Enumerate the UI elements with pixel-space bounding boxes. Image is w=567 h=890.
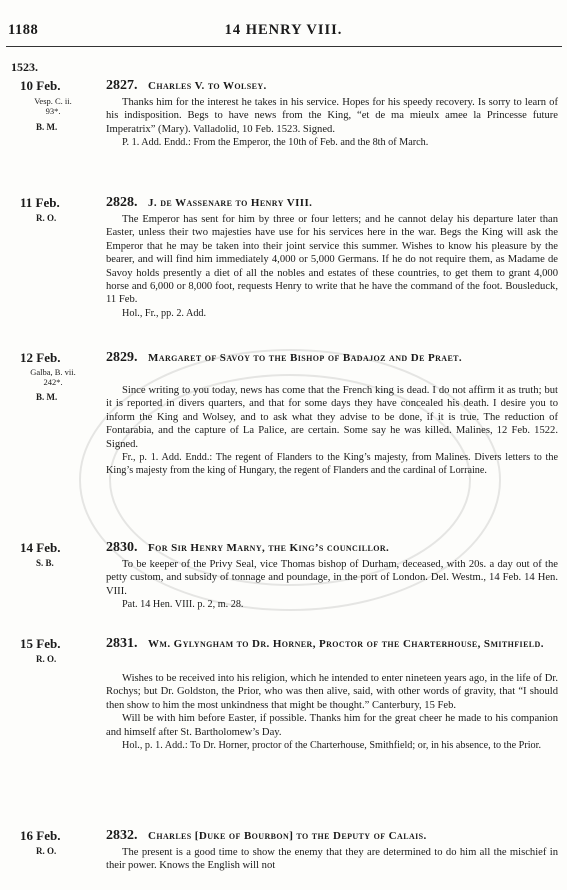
entry-description: P. 1. Add. Endd.: From the Emperor, the 10th of Feb. and the 8th of March. (122, 137, 429, 149)
entry-title: For Sir Henry Marny, the King’s councillor. (148, 542, 390, 554)
entry-text: To be keeper of the Privy Seal, vice Thomas bishop of Durham, deceased, with 20s. a day out of the petty custom, and subsidy of tonnage and poundage, in the port of London. Del. Westm., 14 Feb. 14 Hen. VIII. (106, 559, 558, 597)
entry-number: 2832. (106, 828, 138, 843)
entry-title: J. de Wassenare to Henry VIII. (148, 197, 313, 209)
entry-text: Wishes to be received into his religion, which he intended to enter nineteen years ago, in the life of Dr. Rochys; but Dr. Goldston, the Prior, who was then alive, said, with other words of gravity, that “I should then show to him the most unkindness that might be thought.” Canterbury, 15 Feb. (106, 673, 558, 711)
entry-repository: R. O. (36, 213, 57, 223)
entry-body (106, 96, 558, 150)
entry-body (106, 846, 558, 873)
entry-number: 2828. (106, 195, 138, 210)
header-rule (6, 46, 562, 47)
entry-title: Charles [Duke of Bourbon] to the Deputy of Calais. (148, 830, 427, 842)
entry-text: The present is a good time to show the enemy that they are determined to do him all the mischief in their power. Knows the English will not (106, 847, 558, 872)
entry-date: 11 Feb. (20, 195, 60, 210)
entry-text-continued: Will be with him before Easter, if possible. Thanks him for the great cheer he made to his companion and himself after St. Bartholomew’s Day. (106, 713, 558, 738)
running-title: 14 HENRY VIII. (224, 22, 343, 38)
entry-title: Charles V. to Wolsey. (148, 80, 267, 92)
year-label: 1523. (11, 60, 38, 74)
entry-description: Hol., p. 1. Add.: To Dr. Horner, proctor of the Charterhouse, Smithfield; or, in his absence, to the Prior. (122, 740, 542, 752)
entry-date: 15 Feb. (20, 636, 61, 651)
entry-text: Since writing to you today, news has come that the French king is dead. I do not affirm it as truth; but it is reported in divers quarters, and that for some days they have concealed his death. I desire you to inform the King and Wolsey, and to ask what they advise to be done, if it is true. The reduction of Fontarabia, and the capture of La Palice, are certain. Some say he was killed. Malines, 12 Feb. 1522. Signed. (106, 385, 558, 450)
entry-number: 2830. (106, 540, 138, 555)
entry-date: 12 Feb. (20, 350, 61, 365)
entry-description: Pat. 14 Hen. VIII. p. 2, m. 28. (122, 599, 244, 611)
entry-description: Fr., p. 1. Add. Endd.: The regent of Flanders to the King’s majesty, from Malines. Divers letters to the King’s majesty from the king of Hungary, the regent of Flanders and the cardinal of Lorraine. (106, 452, 558, 477)
entry-repository: R. O. (36, 846, 57, 856)
entry-source: Vesp. C. ii. 93*. (34, 96, 72, 116)
entry-body (106, 213, 558, 320)
entry-date: 16 Feb. (20, 828, 61, 843)
entry-number: 2827. (106, 78, 138, 93)
entry-source: Galba, B. vii. 242*. (30, 367, 76, 387)
entry-body (106, 672, 558, 752)
entry-date: 10 Feb. (20, 78, 61, 93)
entry-repository: B. M. (36, 392, 58, 402)
entry-repository: R. O. (36, 654, 57, 664)
entry-description: Hol., Fr., pp. 2. Add. (122, 307, 207, 319)
entry-text: Thanks him for the interest he takes in his service. Hopes for his speedy recovery. Is sorry to learn of his indisposition. Begs to have news from the King, “et de ma mieulx amee la Princesse future Imperatrix” (Mary). Valladolid, 10 Feb. 1523. Signed. (106, 97, 558, 135)
entry-repository: S. B. (36, 558, 54, 568)
entry-number: 2831. (106, 636, 138, 651)
entry-title: Wm. Gylyngham to Dr. Horner, Proctor of the Charterhouse, Smithfield. (148, 638, 544, 650)
page-number: 1188 (8, 22, 39, 38)
entry-body (106, 558, 558, 612)
entry-body (106, 384, 558, 478)
entry-text: The Emperor has sent for him by three or four letters; and he cannot delay his departure later than Easter, unless their two majesties have use for his services here in the war. Begs the King will ask the Emperor that he may be taken into their joint service this summer. Wishes to know his pleasure by the bearer, and will find him immediately 4,000 or 5,000 Germans. If he do not require them, as Madame de Savoy holds presently a diet of all the nobles and estates of these countries, to get them to grant 4,000 horse and 6,000 or 8,000 foot, requests Henry to write that he have the command of the foot. Bousleduck, 11 Feb. (106, 214, 558, 306)
entry-title: Margaret of Savoy to the Bishop of Badajoz and De Praet. (148, 352, 463, 364)
entry-repository: B. M. (36, 122, 58, 132)
entry-date: 14 Feb. (20, 540, 61, 555)
entry-number: 2829. (106, 350, 138, 365)
